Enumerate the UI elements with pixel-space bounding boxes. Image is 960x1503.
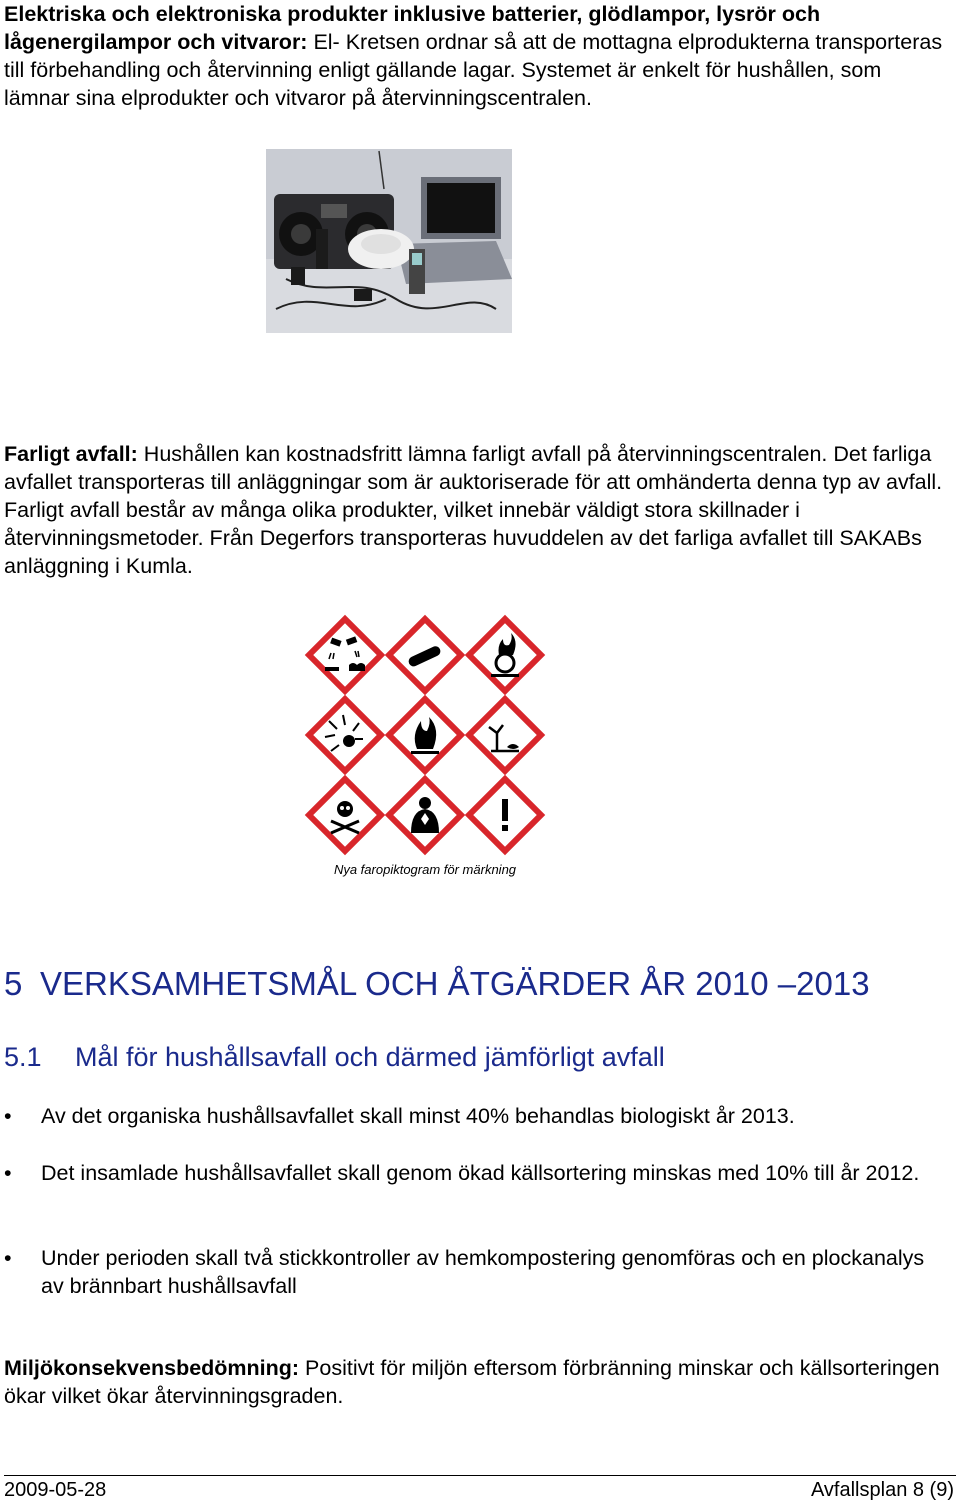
gas-cylinder-icon bbox=[389, 619, 461, 691]
hazardous-waste-paragraph bbox=[4, 440, 944, 580]
electronics-text: El- Kretsen ordnar så att de mottagna elprodukterna transporteras till förbehandling och återvinning enligt gällande lagar. Systemet är enkelt för hushållen, som lämnar sina elprodukter och vitvaror på återvinningscentralen. bbox=[4, 30, 943, 110]
skull-crossbones-icon bbox=[309, 779, 381, 851]
environmental-assessment-text: Positivt för miljön eftersom förbränning minskar och källsorteringen ökar vilket ökar återvinningsgraden. bbox=[4, 1356, 940, 1408]
footer-divider bbox=[4, 1475, 956, 1476]
exclamation-icon bbox=[469, 779, 541, 851]
environmental-assessment-label: Miljökonsekvensbedömning: bbox=[4, 1356, 300, 1380]
health-hazard-icon bbox=[389, 779, 461, 851]
bullet: • bbox=[4, 1246, 12, 1270]
bullet: • bbox=[4, 1161, 12, 1185]
subsection-heading bbox=[4, 1038, 665, 1076]
goal-text: Det insamlade hushållsavfallet skall genom ökad källsortering minskas med 10% till år 2012. bbox=[41, 1161, 920, 1185]
bullet: • bbox=[4, 1104, 12, 1128]
hazardous-waste-label: Farligt avfall: bbox=[4, 442, 138, 466]
flame-over-circle-icon bbox=[469, 619, 541, 691]
exploding-bomb-icon bbox=[309, 699, 381, 771]
pictograms-caption: Nya faropiktogram för märkning bbox=[333, 862, 517, 877]
flame-icon bbox=[389, 699, 461, 771]
footer-date: 2009-05-28 bbox=[4, 1479, 107, 1501]
section-heading bbox=[4, 962, 870, 1006]
hazardous-waste-text: Hushållen kan kostnadsfritt lämna farligt avfall på återvinningscentralen. Det farliga avfallet transporteras till anläggningar som är auktoriserade för att omhänderta denna typ av avfall. Farligt avfall består av många olika produkter, vilket innebär väldigt stora skillnader i återvinningsmetoder. Från Degerfors transporteras huvuddelen av det farliga avfallet till SAKABs anläggning i Kumla. bbox=[4, 442, 943, 578]
footer-page-number: Avfallsplan 8 (9) bbox=[810, 1479, 954, 1501]
section-number: 5 bbox=[4, 965, 23, 1002]
hazard-pictograms bbox=[300, 610, 550, 885]
environment-icon bbox=[469, 699, 541, 771]
electronics-paragraph bbox=[4, 0, 944, 112]
subsection-title: Mål för hushållsavfall och därmed jämförligt avfall bbox=[75, 1042, 665, 1072]
subsection-number: 5.1 bbox=[4, 1042, 42, 1072]
electronics-photo bbox=[266, 149, 512, 333]
goal-text: Under perioden skall två stickkontroller av hemkompostering genomföras och en plockanalys av brännbart hushållsavfall bbox=[41, 1246, 925, 1298]
electronics-label: Elektriska och elektroniska produkter inklusive batterier, glödlampor, lysrör och lågenergilampor och vitvaror: bbox=[4, 2, 821, 54]
corrosion-icon bbox=[309, 619, 381, 691]
environmental-assessment-paragraph bbox=[4, 1354, 944, 1410]
section-title: VERKSAMHETSMÅL OCH ÅTGÄRDER ÅR 2010 –2013 bbox=[40, 965, 870, 1002]
goal-text: Av det organiska hushållsavfallet skall minst 40% behandlas biologiskt år 2013. bbox=[41, 1104, 795, 1128]
